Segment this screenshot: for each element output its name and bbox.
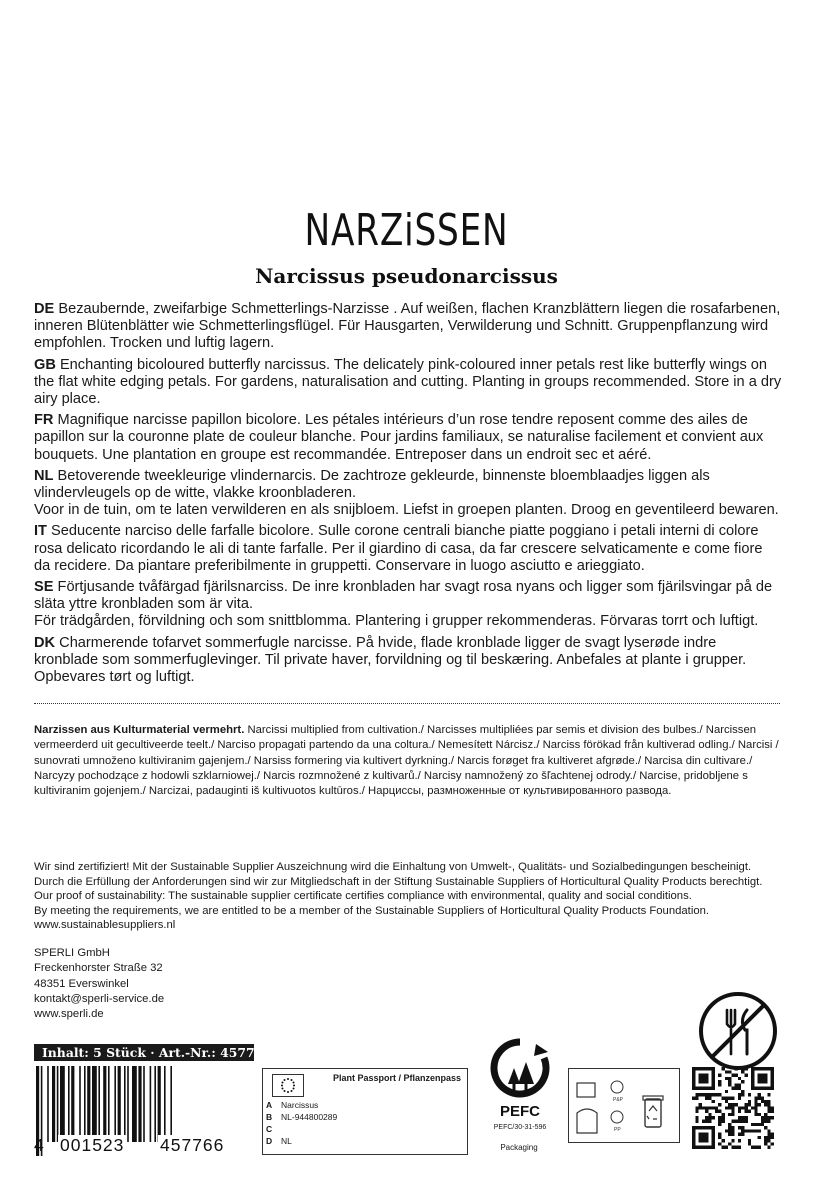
barcode-bar xyxy=(143,1066,145,1142)
qr-module xyxy=(738,1146,741,1149)
qr-module xyxy=(731,1106,734,1109)
qr-module xyxy=(767,1103,770,1106)
qr-module xyxy=(728,1106,731,1109)
qr-module xyxy=(771,1136,774,1139)
qr-module xyxy=(771,1133,774,1136)
barcode-bar xyxy=(150,1066,152,1142)
qr-module xyxy=(744,1110,747,1113)
qr-module xyxy=(731,1126,734,1129)
qr-module xyxy=(692,1097,695,1100)
qr-module xyxy=(728,1133,731,1136)
qr-module xyxy=(738,1133,741,1136)
description-text: Magnifique narcisse papillon bicolore. Les pétales intérieurs d’un rose tendre reposent comme des ailes de papillon sur la couronne plate de couleur blanche. Pour jardins familiaux, se naturalise facilement et convient aux bouquets. Une plantation en groupe est recommandée. Entreposer dans un endroit sec et aéré. xyxy=(34,412,764,463)
barcode-bar xyxy=(92,1066,97,1142)
qr-module xyxy=(712,1116,715,1119)
qr-module xyxy=(758,1129,761,1132)
qr-module xyxy=(705,1097,708,1100)
pefc-label: PEFC xyxy=(499,1103,541,1120)
passport-row xyxy=(265,1111,465,1123)
barcode-bar xyxy=(57,1066,59,1142)
barcode-bar xyxy=(68,1066,70,1142)
qr-module xyxy=(735,1146,738,1149)
content-label: Inhalt: 5 Stück · Art.-Nr.: 457766 xyxy=(34,1044,254,1061)
qr-module xyxy=(744,1129,747,1132)
qr-module xyxy=(771,1142,774,1145)
qr-module xyxy=(728,1113,731,1116)
qr-module xyxy=(695,1106,698,1109)
qr-module xyxy=(728,1070,731,1073)
passport-key: B xyxy=(266,1112,273,1122)
company-name: SPERLI GmbH xyxy=(34,947,110,959)
barcode-bar xyxy=(127,1066,129,1142)
qr-module xyxy=(699,1106,702,1109)
mark-foil: PP xyxy=(614,1127,621,1133)
description-text-2: Voor in de tuin, om te laten verwilderen en als snijbloem. Liefst in groepen planten. Droog en geventileerd bewaren. xyxy=(34,502,779,519)
qr-module xyxy=(771,1110,774,1113)
qr-module xyxy=(738,1077,741,1080)
qr-module xyxy=(754,1146,757,1149)
recycling-icon xyxy=(569,1069,679,1142)
qr-module xyxy=(754,1100,757,1103)
qr-module xyxy=(725,1070,728,1073)
qr-module xyxy=(748,1110,751,1113)
description-fr xyxy=(34,412,782,464)
qr-module xyxy=(715,1106,718,1109)
qr-module xyxy=(725,1100,728,1103)
barcode-bar xyxy=(164,1066,166,1142)
street: Freckenhorster Straße 32 xyxy=(34,962,163,975)
qr-module xyxy=(725,1146,728,1149)
qr-module xyxy=(708,1093,711,1096)
qr-module xyxy=(731,1087,734,1090)
qr-module xyxy=(712,1106,715,1109)
description-text: Seducente narciso delle farfalle bicolore. Sulle corone centrali bianche piatte poggiano i petali interni di colore rosa delicato ricordando le ali di tante farfalle. Per il giardino di casa, da far crescere selvaticamente e come fiore da recidere. Da piantare preferibilmente in gruppetti. Conservare in luogo asciutto e arieggiato. xyxy=(34,523,763,574)
mark-paper: P&P xyxy=(613,1097,624,1103)
plant-passport xyxy=(262,1068,468,1155)
pefc-code: PEFC/30-31-596 xyxy=(493,1124,547,1131)
lang-code: DE xyxy=(34,301,55,317)
qr-module xyxy=(738,1093,741,1096)
qr-module xyxy=(708,1097,711,1100)
lang-code: FR xyxy=(34,412,54,429)
qr-module xyxy=(741,1093,744,1096)
qr-module xyxy=(735,1083,738,1086)
qr-module xyxy=(741,1090,744,1093)
passport-row xyxy=(265,1135,465,1147)
qr-module xyxy=(735,1074,738,1077)
botanical-name: Narcissus pseudonarcissus xyxy=(255,264,558,288)
qr-module xyxy=(735,1067,738,1070)
qr-module xyxy=(718,1074,721,1077)
qr-module xyxy=(741,1067,744,1070)
barcode-bar xyxy=(87,1066,90,1142)
description-text: Förtjusande tvåfärgad fjärilsnarciss. De inre kronbladen har svagt rosa nyans och ligger som fjärilsvingar på de släta yttre kronbladen som är vita. xyxy=(34,579,773,613)
qr-module xyxy=(764,1139,767,1142)
passport-value: Narcissus xyxy=(281,1100,319,1110)
qr-module xyxy=(767,1106,770,1109)
qr-module xyxy=(758,1146,761,1149)
certification-note xyxy=(34,860,794,933)
qr-module xyxy=(771,1116,774,1119)
qr-module xyxy=(722,1067,725,1070)
qr-module xyxy=(748,1129,751,1132)
qr-module xyxy=(728,1080,731,1083)
qr-module xyxy=(748,1100,751,1103)
qr-module xyxy=(728,1083,731,1086)
passport-title: Plant Passport / Pflanzenpass xyxy=(332,1073,461,1083)
qr-module xyxy=(731,1103,734,1106)
qr-module xyxy=(731,1129,734,1132)
qr-module xyxy=(754,1103,757,1106)
qr-module xyxy=(722,1146,725,1149)
qr-module xyxy=(767,1119,770,1122)
qr-module xyxy=(761,1100,764,1103)
lang-code: NL xyxy=(34,467,54,484)
qr-module xyxy=(728,1129,731,1132)
qr-module xyxy=(767,1136,770,1139)
passport-key: A xyxy=(266,1100,273,1110)
qr-module xyxy=(744,1106,747,1109)
qr-module xyxy=(708,1119,711,1122)
cert-line: Wir sind zertifiziert! Mit der Sustainable Supplier Auszeichnung wird die Einhaltung von Umwelt-, Qualitäts- und Sozialbedingungen bescheinigt. xyxy=(34,861,752,873)
origin-lead: Narzissen aus Kulturmaterial vermehrt. xyxy=(34,724,245,736)
qr-module xyxy=(764,1116,767,1119)
lang-code: DK xyxy=(34,634,56,651)
cert-url: www.sustainablesuppliers.nl xyxy=(34,919,176,932)
qr-module xyxy=(718,1080,721,1083)
qr-module xyxy=(695,1119,698,1122)
qr-code xyxy=(692,1067,774,1149)
qr-module xyxy=(764,1136,767,1139)
qr-module xyxy=(705,1116,708,1119)
qr-module xyxy=(718,1110,721,1113)
qr-module xyxy=(754,1110,757,1113)
qr-module xyxy=(718,1142,721,1145)
qr-module xyxy=(771,1106,774,1109)
qr-module xyxy=(758,1074,768,1084)
passport-key: D xyxy=(266,1136,273,1146)
qr-module xyxy=(722,1097,725,1100)
qr-module xyxy=(758,1103,761,1106)
qr-module xyxy=(731,1097,734,1100)
qr-module xyxy=(718,1133,721,1136)
passport-key: C xyxy=(266,1124,273,1134)
qr-module xyxy=(754,1097,757,1100)
qr-module xyxy=(715,1093,718,1096)
barcode-bar xyxy=(84,1066,86,1142)
qr-module xyxy=(744,1103,747,1106)
qr-module xyxy=(705,1110,708,1113)
qr-module xyxy=(695,1116,698,1119)
description-nl xyxy=(34,468,782,520)
qr-module xyxy=(715,1110,718,1113)
qr-module xyxy=(761,1097,764,1100)
qr-module xyxy=(748,1103,751,1106)
qr-module xyxy=(708,1113,711,1116)
qr-module xyxy=(741,1080,744,1083)
qr-module xyxy=(761,1119,764,1122)
qr-module xyxy=(731,1074,734,1077)
barcode-bar xyxy=(52,1066,55,1142)
qr-module xyxy=(699,1103,702,1106)
qr-module xyxy=(758,1093,761,1096)
description-block xyxy=(34,301,782,690)
barcode-bar xyxy=(132,1066,137,1142)
qr-module xyxy=(699,1074,709,1084)
passport-row xyxy=(265,1123,465,1135)
qr-module xyxy=(761,1123,764,1126)
barcode-bar xyxy=(124,1066,126,1142)
qr-module xyxy=(731,1146,734,1149)
eu-flag-icon xyxy=(272,1074,304,1097)
qr-module xyxy=(751,1129,754,1132)
email: kontakt@sperli-service.de xyxy=(34,992,165,1005)
lang-code: SE xyxy=(34,579,54,596)
qr-module xyxy=(758,1097,761,1100)
qr-module xyxy=(751,1106,754,1109)
qr-module xyxy=(725,1077,728,1080)
qr-module xyxy=(731,1139,734,1142)
barcode-bar xyxy=(60,1066,65,1142)
qr-module xyxy=(761,1116,764,1119)
qr-module xyxy=(741,1126,744,1129)
qr-module xyxy=(722,1119,725,1122)
qr-module xyxy=(695,1093,698,1096)
qr-module xyxy=(738,1097,741,1100)
qr-module xyxy=(731,1110,734,1113)
qr-module xyxy=(741,1116,744,1119)
qr-module xyxy=(754,1106,757,1109)
barcode-bar xyxy=(158,1066,161,1142)
qr-module xyxy=(695,1110,698,1113)
barcode-digit-1: 4 xyxy=(34,1135,45,1155)
qr-module xyxy=(728,1077,731,1080)
qr-module xyxy=(718,1123,721,1126)
website: www.sperli.de xyxy=(34,1008,104,1021)
qr-module xyxy=(728,1142,731,1145)
qr-module xyxy=(738,1119,741,1122)
qr-module xyxy=(741,1070,744,1073)
qr-module xyxy=(718,1116,721,1119)
qr-module xyxy=(722,1116,725,1119)
qr-module xyxy=(741,1106,744,1109)
qr-module xyxy=(744,1067,747,1070)
qr-module xyxy=(767,1093,770,1096)
qr-module xyxy=(767,1139,770,1142)
qr-module xyxy=(767,1129,770,1132)
qr-module xyxy=(702,1093,705,1096)
qr-module xyxy=(744,1119,747,1122)
dotted-divider xyxy=(34,703,780,704)
qr-module xyxy=(702,1106,705,1109)
qr-module xyxy=(751,1123,754,1126)
barcode-digit-3: 457766 xyxy=(160,1135,225,1155)
lang-code: GB xyxy=(34,356,56,373)
qr-module xyxy=(718,1093,721,1096)
barcode-bar xyxy=(138,1066,141,1142)
qr-module xyxy=(725,1090,728,1093)
qr-module xyxy=(764,1103,767,1106)
description-se xyxy=(34,579,782,631)
qr-module xyxy=(695,1097,698,1100)
qr-module xyxy=(718,1119,721,1122)
cert-line: Durch die Erfüllung der Anforderungen sind wir zur Mitgliedschaft in der Stiftung Sustainable Suppliers of Horticultural Quality Products berechtigt. xyxy=(34,875,763,888)
qr-module xyxy=(741,1119,744,1122)
qr-module xyxy=(731,1113,734,1116)
barcode-bar xyxy=(118,1066,121,1142)
qr-module xyxy=(718,1103,721,1106)
qr-module xyxy=(738,1126,741,1129)
recycling-box xyxy=(568,1068,680,1143)
description-text: Enchanting bicoloured butterfly narcissus. The delicately pink-coloured inner petals rest like butterfly wings on the flat white edging petals. For gardens, naturalisation and cutting. Planting in groups recommended. Store in a dry airy place. xyxy=(34,356,782,408)
page-title: NARZiSSEN xyxy=(304,205,509,256)
qr-module xyxy=(708,1106,711,1109)
description-text: Betoverende tweekleurige vlindernarcis. De zachtroze gekleurde, binnenste bloemblaadjes liggen als vlindervleugels op de witte, vlakke kroonbladeren. xyxy=(34,467,710,502)
qr-module xyxy=(738,1110,741,1113)
qr-module xyxy=(699,1093,702,1096)
qr-module xyxy=(731,1119,734,1122)
qr-module xyxy=(718,1083,721,1086)
qr-module xyxy=(728,1103,731,1106)
qr-module xyxy=(735,1119,738,1122)
qr-module xyxy=(744,1116,747,1119)
qr-module xyxy=(705,1119,708,1122)
description-text-2: För trädgården, förvildning och som snittblomma. Plantering i grupper rekommenderas. Förvaras torrt och luftigt. xyxy=(34,613,759,630)
qr-module xyxy=(705,1093,708,1096)
barcode-bar xyxy=(47,1066,49,1142)
qr-module xyxy=(738,1106,741,1109)
qr-module xyxy=(735,1103,738,1106)
no-food-icon xyxy=(697,990,779,1072)
description-dk xyxy=(34,635,782,687)
qr-module xyxy=(738,1139,741,1142)
qr-module xyxy=(725,1129,728,1132)
qr-module xyxy=(764,1142,767,1145)
qr-module xyxy=(748,1142,751,1145)
qr-module xyxy=(728,1123,731,1126)
qr-module xyxy=(767,1133,770,1136)
qr-module xyxy=(741,1133,744,1136)
qr-module xyxy=(718,1136,721,1139)
qr-module xyxy=(728,1097,731,1100)
qr-module xyxy=(722,1113,725,1116)
qr-module xyxy=(758,1123,761,1126)
qr-module xyxy=(725,1097,728,1100)
city: 48351 Everswinkel xyxy=(34,977,129,990)
qr-module xyxy=(722,1139,725,1142)
qr-module xyxy=(735,1087,738,1090)
qr-module xyxy=(754,1123,757,1126)
qr-module xyxy=(699,1133,709,1143)
qr-module xyxy=(764,1100,767,1103)
barcode-bar xyxy=(154,1066,156,1142)
qr-module xyxy=(754,1113,757,1116)
passport-rows xyxy=(265,1099,465,1147)
qr-module xyxy=(712,1093,715,1096)
qr-module xyxy=(767,1100,770,1103)
passport-row xyxy=(265,1099,465,1111)
origin-note xyxy=(34,723,782,799)
qr-module xyxy=(767,1146,770,1149)
qr-module xyxy=(712,1100,715,1103)
description-gb xyxy=(34,357,782,409)
qr-module xyxy=(738,1087,741,1090)
qr-module xyxy=(725,1106,728,1109)
qr-module xyxy=(744,1074,747,1077)
passport-value: NL-944800289 xyxy=(281,1112,338,1122)
barcode-bar xyxy=(79,1066,81,1142)
qr-module xyxy=(764,1119,767,1122)
description-it xyxy=(34,523,782,575)
pefc-tree-icon xyxy=(494,1042,548,1094)
cert-line: Our proof of sustainability: The sustainable supplier certificate certifies compliance with environmental, quality and social conditions. xyxy=(34,890,692,903)
qr-module xyxy=(758,1113,761,1116)
company-address xyxy=(34,946,164,1022)
lang-code: IT xyxy=(34,523,47,540)
qr-module xyxy=(705,1106,708,1109)
description-text: Charmerende tofarvet sommerfugle narcisse. På hvide, flade kronblade ligger de svagt lyserøde indre kronblade som sommerfuglevinger. Til private haver, forvildning og til beskæring. Anbefales at plante i grupper. Opbevares tørt og luftigt. xyxy=(34,634,747,686)
qr-module xyxy=(767,1116,770,1119)
qr-module xyxy=(731,1133,734,1136)
qr-module xyxy=(764,1113,767,1116)
qr-module xyxy=(748,1139,751,1142)
origin-text: Narcissi multiplied from cultivation./ Narcisses multipliées par semis et division des bulbes./ Narcissen vermeerderd uit gecultiveerde teelt./ Narciso propagati partendo da una coltura./ Nemesített Nárcisz./ Narciss förökad från kultiverad odling./ Narcisi / sunovrati umnoženo kultiviranim gajenjem./ Narsiss formering via kultivert dyrkning./ Narcis forøget fra kultiveret afgrøde./ Narcisa din cultivare./ Narcyzy pochodzące z hodowli szklarniowej./ Narcis rozmnožené z kultivarů./ Narcisy namnožený zo šľachtenej odrody./ Narcise, pridobljene s kultiviranim gojenjem./ Narcizai, padauginti iš kultivuotos kultūros./ Нарциссы, размноженные от культивированного развода. xyxy=(34,724,779,798)
description-text: Bezaubernde, zweifarbige Schmetterlings-Narzisse . Auf weißen, flachen Kranzblättern liegen die rosafarbenen, inneren Blütenblätter wie Schmetterlingsflügel. Für Hausgarten, Verwilderung und Schnitt. Gruppenpflanzung wird empfohlen. Trocken und luftig lagern. xyxy=(34,301,781,352)
description-de xyxy=(34,301,782,353)
pefc-logo xyxy=(484,1034,556,1134)
packaging-label: Packaging xyxy=(500,1143,538,1152)
passport-value: NL xyxy=(281,1136,292,1146)
barcode-bar xyxy=(114,1066,116,1142)
barcode-bar xyxy=(71,1066,74,1142)
qr-module xyxy=(738,1116,741,1119)
qr-module xyxy=(728,1126,731,1129)
qr-module xyxy=(748,1093,751,1096)
qr-module xyxy=(767,1110,770,1113)
cert-line: By meeting the requirements, we are entitled to be a member of the Sustainable Suppliers of Horticultural Quality Products Foundation. xyxy=(34,904,710,917)
qr-module xyxy=(764,1126,767,1129)
qr-module xyxy=(758,1136,761,1139)
qr-module xyxy=(741,1129,744,1132)
qr-module xyxy=(738,1083,741,1086)
qr-module xyxy=(751,1146,754,1149)
qr-module xyxy=(754,1129,757,1132)
barcode-bar xyxy=(98,1066,100,1142)
qr-module xyxy=(702,1119,705,1122)
barcode-digit-2: 001523 xyxy=(60,1135,125,1155)
qr-module xyxy=(708,1116,711,1119)
